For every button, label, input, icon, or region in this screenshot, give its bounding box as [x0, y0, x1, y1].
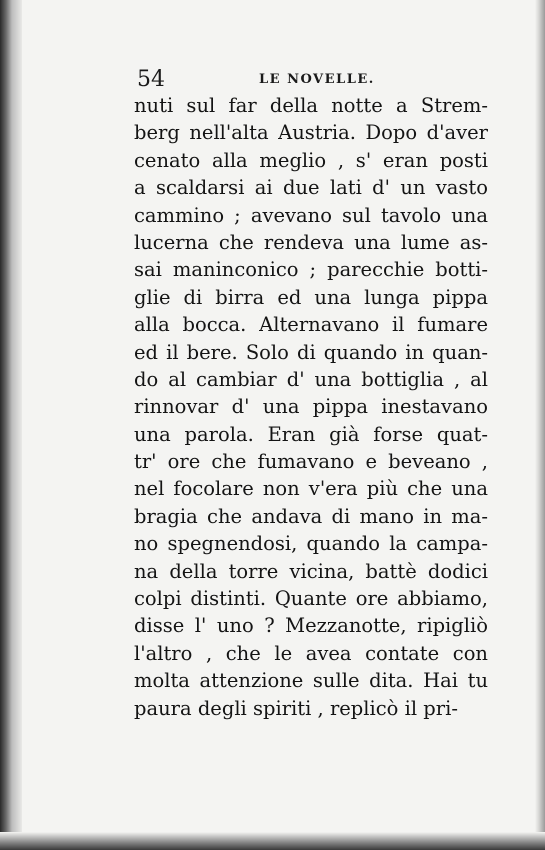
text-line: cammino ; avevano sul tavolo una — [134, 203, 488, 227]
text-line: paura degli spiriti , replicò il pri- — [134, 696, 458, 720]
page-number: 54 — [137, 67, 165, 92]
text-line: colpi distinti. Quante ore abbiamo, — [134, 587, 488, 611]
text-line: no spegnendosi, quando la campa- — [134, 532, 488, 556]
running-head: LE NOVELLE. — [259, 72, 375, 87]
text-line: una parola. Eran già forse quat- — [134, 422, 488, 446]
text-line: do al cambiar d' una bottiglia , al — [134, 367, 488, 391]
text-line: sai maninconico ; parecchie botti- — [134, 258, 488, 282]
text-line: glie di birra ed una lunga pippa — [134, 285, 488, 309]
text-line: lucerna che rendeva una lume as- — [134, 230, 488, 254]
text-line: rinnovar d' una pippa inestavano — [134, 395, 488, 419]
text-line: a scaldarsi ai due lati d' un vasto — [134, 176, 488, 200]
page-header — [137, 66, 487, 94]
page-bottom-edge — [0, 832, 545, 850]
text-line: tr' ore che fumavano e beveano , — [134, 450, 488, 474]
text-line: l'altro , che le avea contate con — [134, 641, 488, 665]
text-line: bragia che andava di mano in ma- — [134, 504, 488, 528]
page-binding-shadow — [0, 0, 22, 850]
page-right-edge — [535, 0, 545, 850]
body-text — [134, 92, 488, 722]
text-line: na della torre vicina, battè dodici — [134, 559, 488, 583]
text-line: berg nell'alta Austria. Dopo d'aver — [134, 121, 488, 145]
text-line: cenato alla meglio , s' eran posti — [134, 148, 488, 172]
text-line: alla bocca. Alternavano il fumare — [134, 313, 488, 337]
text-line: molta attenzione sulle dita. Hai tu — [134, 669, 488, 693]
text-line: nel focolare non v'era più che una — [134, 477, 488, 501]
text-line: disse l' uno ? Mezzanotte, ripigliò — [134, 614, 488, 638]
text-line: nuti sul far della notte a Strem- — [134, 94, 488, 117]
text-line: ed il bere. Solo di quando in quan- — [134, 340, 488, 364]
